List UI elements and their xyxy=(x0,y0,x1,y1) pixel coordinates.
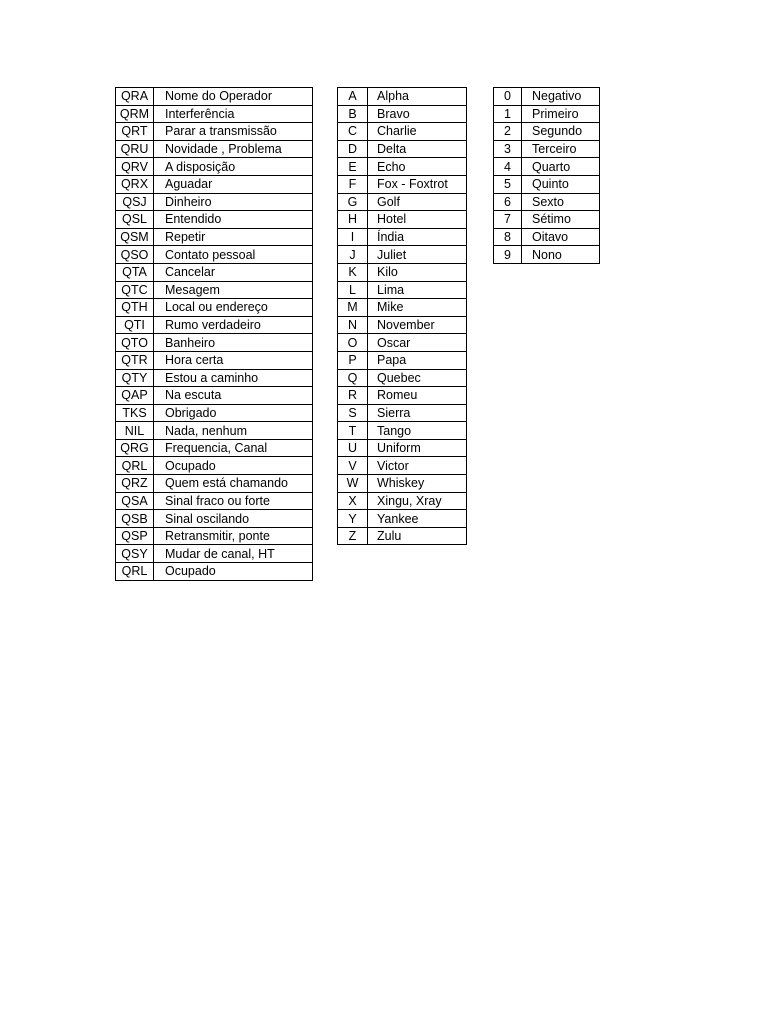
code-cell: 8 xyxy=(494,228,522,246)
meaning-cell: Retransmitir, ponte xyxy=(154,527,313,545)
code-cell: QTO xyxy=(116,334,154,352)
meaning-cell: Aguadar xyxy=(154,175,313,193)
code-cell: B xyxy=(338,105,368,123)
table-row xyxy=(116,334,313,352)
code-cell: X xyxy=(338,492,368,510)
table-row xyxy=(116,527,313,545)
table-row xyxy=(116,563,313,581)
meaning-cell: Parar a transmissão xyxy=(154,123,313,141)
code-cell: QRG xyxy=(116,439,154,457)
code-cell: N xyxy=(338,316,368,334)
meaning-cell: Papa xyxy=(368,351,467,369)
code-cell: K xyxy=(338,263,368,281)
table-row xyxy=(338,88,467,106)
code-cell: U xyxy=(338,439,368,457)
table-row xyxy=(116,351,313,369)
table-row xyxy=(338,105,467,123)
table-row xyxy=(494,246,600,264)
code-cell: D xyxy=(338,140,368,158)
table-row xyxy=(116,492,313,510)
meaning-cell: Quarto xyxy=(522,158,600,176)
meaning-cell: Estou a caminho xyxy=(154,369,313,387)
meaning-cell: Quem está chamando xyxy=(154,475,313,493)
code-cell: 5 xyxy=(494,175,522,193)
code-cell: QRV xyxy=(116,158,154,176)
meaning-cell: Fox - Foxtrot xyxy=(368,175,467,193)
table-row xyxy=(116,281,313,299)
table-row xyxy=(338,475,467,493)
meaning-cell: Alpha xyxy=(368,88,467,106)
code-cell: QSA xyxy=(116,492,154,510)
code-cell: T xyxy=(338,422,368,440)
code-cell: QRT xyxy=(116,123,154,141)
code-cell: NIL xyxy=(116,422,154,440)
meaning-cell: Rumo verdadeiro xyxy=(154,316,313,334)
meaning-cell: Tango xyxy=(368,422,467,440)
meaning-cell: Dinheiro xyxy=(154,193,313,211)
meaning-cell: Interferência xyxy=(154,105,313,123)
table-row xyxy=(116,316,313,334)
table-row xyxy=(116,105,313,123)
code-cell: QRL xyxy=(116,563,154,581)
table-row xyxy=(494,123,600,141)
meaning-cell: Segundo xyxy=(522,123,600,141)
meaning-cell: Banheiro xyxy=(154,334,313,352)
code-cell: QRZ xyxy=(116,475,154,493)
table-row xyxy=(338,334,467,352)
meaning-cell: Victor xyxy=(368,457,467,475)
code-cell: QTA xyxy=(116,263,154,281)
table-row xyxy=(494,88,600,106)
meaning-cell: Uniform xyxy=(368,439,467,457)
meaning-cell: Nono xyxy=(522,246,600,264)
meaning-cell: Frequencia, Canal xyxy=(154,439,313,457)
meaning-cell: Whiskey xyxy=(368,475,467,493)
q-code-table xyxy=(115,87,313,581)
table-row xyxy=(116,457,313,475)
code-cell: V xyxy=(338,457,368,475)
code-cell: QSY xyxy=(116,545,154,563)
code-cell: Q xyxy=(338,369,368,387)
table-row xyxy=(494,105,600,123)
meaning-cell: Hora certa xyxy=(154,351,313,369)
table-row xyxy=(338,123,467,141)
code-cell: QTH xyxy=(116,299,154,317)
table-row xyxy=(116,475,313,493)
code-cell: I xyxy=(338,228,368,246)
table-row xyxy=(338,404,467,422)
table-row xyxy=(116,439,313,457)
code-cell: L xyxy=(338,281,368,299)
table-row xyxy=(116,404,313,422)
table-row xyxy=(494,175,600,193)
table-row xyxy=(116,158,313,176)
code-cell: QSM xyxy=(116,228,154,246)
table-row xyxy=(338,211,467,229)
meaning-cell: Na escuta xyxy=(154,387,313,405)
table-row xyxy=(338,387,467,405)
table-row xyxy=(338,175,467,193)
code-cell: C xyxy=(338,123,368,141)
meaning-cell: Xingu, Xray xyxy=(368,492,467,510)
code-cell: 4 xyxy=(494,158,522,176)
code-cell: QTY xyxy=(116,369,154,387)
meaning-cell: Nome do Operador xyxy=(154,88,313,106)
table-row xyxy=(338,140,467,158)
table-row xyxy=(338,158,467,176)
meaning-cell: Delta xyxy=(368,140,467,158)
code-cell: 6 xyxy=(494,193,522,211)
meaning-cell: Romeu xyxy=(368,387,467,405)
code-cell: QSO xyxy=(116,246,154,264)
code-cell: F xyxy=(338,175,368,193)
code-cell: QTI xyxy=(116,316,154,334)
table-row xyxy=(338,246,467,264)
meaning-cell: Nada, nenhum xyxy=(154,422,313,440)
table-row xyxy=(116,510,313,528)
meaning-cell: Obrigado xyxy=(154,404,313,422)
meaning-cell: Local ou endereço xyxy=(154,299,313,317)
table-row xyxy=(116,193,313,211)
table-row xyxy=(494,158,600,176)
code-cell: QSB xyxy=(116,510,154,528)
table-row xyxy=(338,457,467,475)
code-cell: M xyxy=(338,299,368,317)
meaning-cell: A disposição xyxy=(154,158,313,176)
numbers-table xyxy=(493,87,600,264)
meaning-cell: Golf xyxy=(368,193,467,211)
meaning-cell: Sétimo xyxy=(522,211,600,229)
code-cell: 9 xyxy=(494,246,522,264)
code-cell: QAP xyxy=(116,387,154,405)
table-row xyxy=(494,228,600,246)
meaning-cell: Oscar xyxy=(368,334,467,352)
table-row xyxy=(338,228,467,246)
code-cell: S xyxy=(338,404,368,422)
meaning-cell: Ocupado xyxy=(154,457,313,475)
code-cell: H xyxy=(338,211,368,229)
phonetic-alphabet-table xyxy=(337,87,467,545)
code-cell: 2 xyxy=(494,123,522,141)
table-row xyxy=(116,140,313,158)
code-cell: QTC xyxy=(116,281,154,299)
code-cell: QRX xyxy=(116,175,154,193)
table-row xyxy=(116,422,313,440)
table-row xyxy=(494,140,600,158)
meaning-cell: Terceiro xyxy=(522,140,600,158)
meaning-cell: Hotel xyxy=(368,211,467,229)
table-row xyxy=(116,263,313,281)
code-cell: E xyxy=(338,158,368,176)
meaning-cell: Kilo xyxy=(368,263,467,281)
code-cell: QSJ xyxy=(116,193,154,211)
table-row xyxy=(116,175,313,193)
table-row xyxy=(338,281,467,299)
code-cell: 0 xyxy=(494,88,522,106)
code-cell: W xyxy=(338,475,368,493)
table-row xyxy=(116,228,313,246)
meaning-cell: Repetir xyxy=(154,228,313,246)
meaning-cell: Sexto xyxy=(522,193,600,211)
code-cell: QRM xyxy=(116,105,154,123)
table-row xyxy=(494,193,600,211)
meaning-cell: Charlie xyxy=(368,123,467,141)
table-row xyxy=(116,369,313,387)
meaning-cell: Bravo xyxy=(368,105,467,123)
table-row xyxy=(338,439,467,457)
code-cell: Z xyxy=(338,527,368,545)
code-cell: TKS xyxy=(116,404,154,422)
table-row xyxy=(116,299,313,317)
code-cell: 3 xyxy=(494,140,522,158)
meaning-cell: Juliet xyxy=(368,246,467,264)
meaning-cell: Lima xyxy=(368,281,467,299)
table-row xyxy=(338,193,467,211)
meaning-cell: Primeiro xyxy=(522,105,600,123)
code-cell: QTR xyxy=(116,351,154,369)
meaning-cell: Quebec xyxy=(368,369,467,387)
table-row xyxy=(338,369,467,387)
meaning-cell: Zulu xyxy=(368,527,467,545)
meaning-cell: Contato pessoal xyxy=(154,246,313,264)
code-cell: P xyxy=(338,351,368,369)
table-row xyxy=(116,211,313,229)
meaning-cell: November xyxy=(368,316,467,334)
meaning-cell: Yankee xyxy=(368,510,467,528)
meaning-cell: Sierra xyxy=(368,404,467,422)
code-cell: Y xyxy=(338,510,368,528)
code-cell: QSL xyxy=(116,211,154,229)
table-row xyxy=(116,545,313,563)
meaning-cell: Mesagem xyxy=(154,281,313,299)
code-cell: QRA xyxy=(116,88,154,106)
code-cell: 1 xyxy=(494,105,522,123)
code-cell: R xyxy=(338,387,368,405)
table-row xyxy=(116,387,313,405)
table-row xyxy=(338,263,467,281)
table-row xyxy=(338,422,467,440)
code-cell: 7 xyxy=(494,211,522,229)
table-row xyxy=(116,88,313,106)
meaning-cell: Índia xyxy=(368,228,467,246)
meaning-cell: Entendido xyxy=(154,211,313,229)
meaning-cell: Novidade , Problema xyxy=(154,140,313,158)
table-row xyxy=(494,211,600,229)
code-cell: A xyxy=(338,88,368,106)
meaning-cell: Oitavo xyxy=(522,228,600,246)
meaning-cell: Negativo xyxy=(522,88,600,106)
table-row xyxy=(338,492,467,510)
code-cell: O xyxy=(338,334,368,352)
code-cell: QRU xyxy=(116,140,154,158)
table-row xyxy=(116,246,313,264)
table-row xyxy=(116,123,313,141)
table-row xyxy=(338,527,467,545)
table-row xyxy=(338,510,467,528)
meaning-cell: Ocupado xyxy=(154,563,313,581)
code-cell: QRL xyxy=(116,457,154,475)
meaning-cell: Echo xyxy=(368,158,467,176)
meaning-cell: Sinal fraco ou forte xyxy=(154,492,313,510)
meaning-cell: Mike xyxy=(368,299,467,317)
meaning-cell: Cancelar xyxy=(154,263,313,281)
table-row xyxy=(338,351,467,369)
table-row xyxy=(338,316,467,334)
meaning-cell: Sinal oscilando xyxy=(154,510,313,528)
code-cell: G xyxy=(338,193,368,211)
code-cell: QSP xyxy=(116,527,154,545)
meaning-cell: Mudar de canal, HT xyxy=(154,545,313,563)
table-row xyxy=(338,299,467,317)
code-cell: J xyxy=(338,246,368,264)
meaning-cell: Quinto xyxy=(522,175,600,193)
